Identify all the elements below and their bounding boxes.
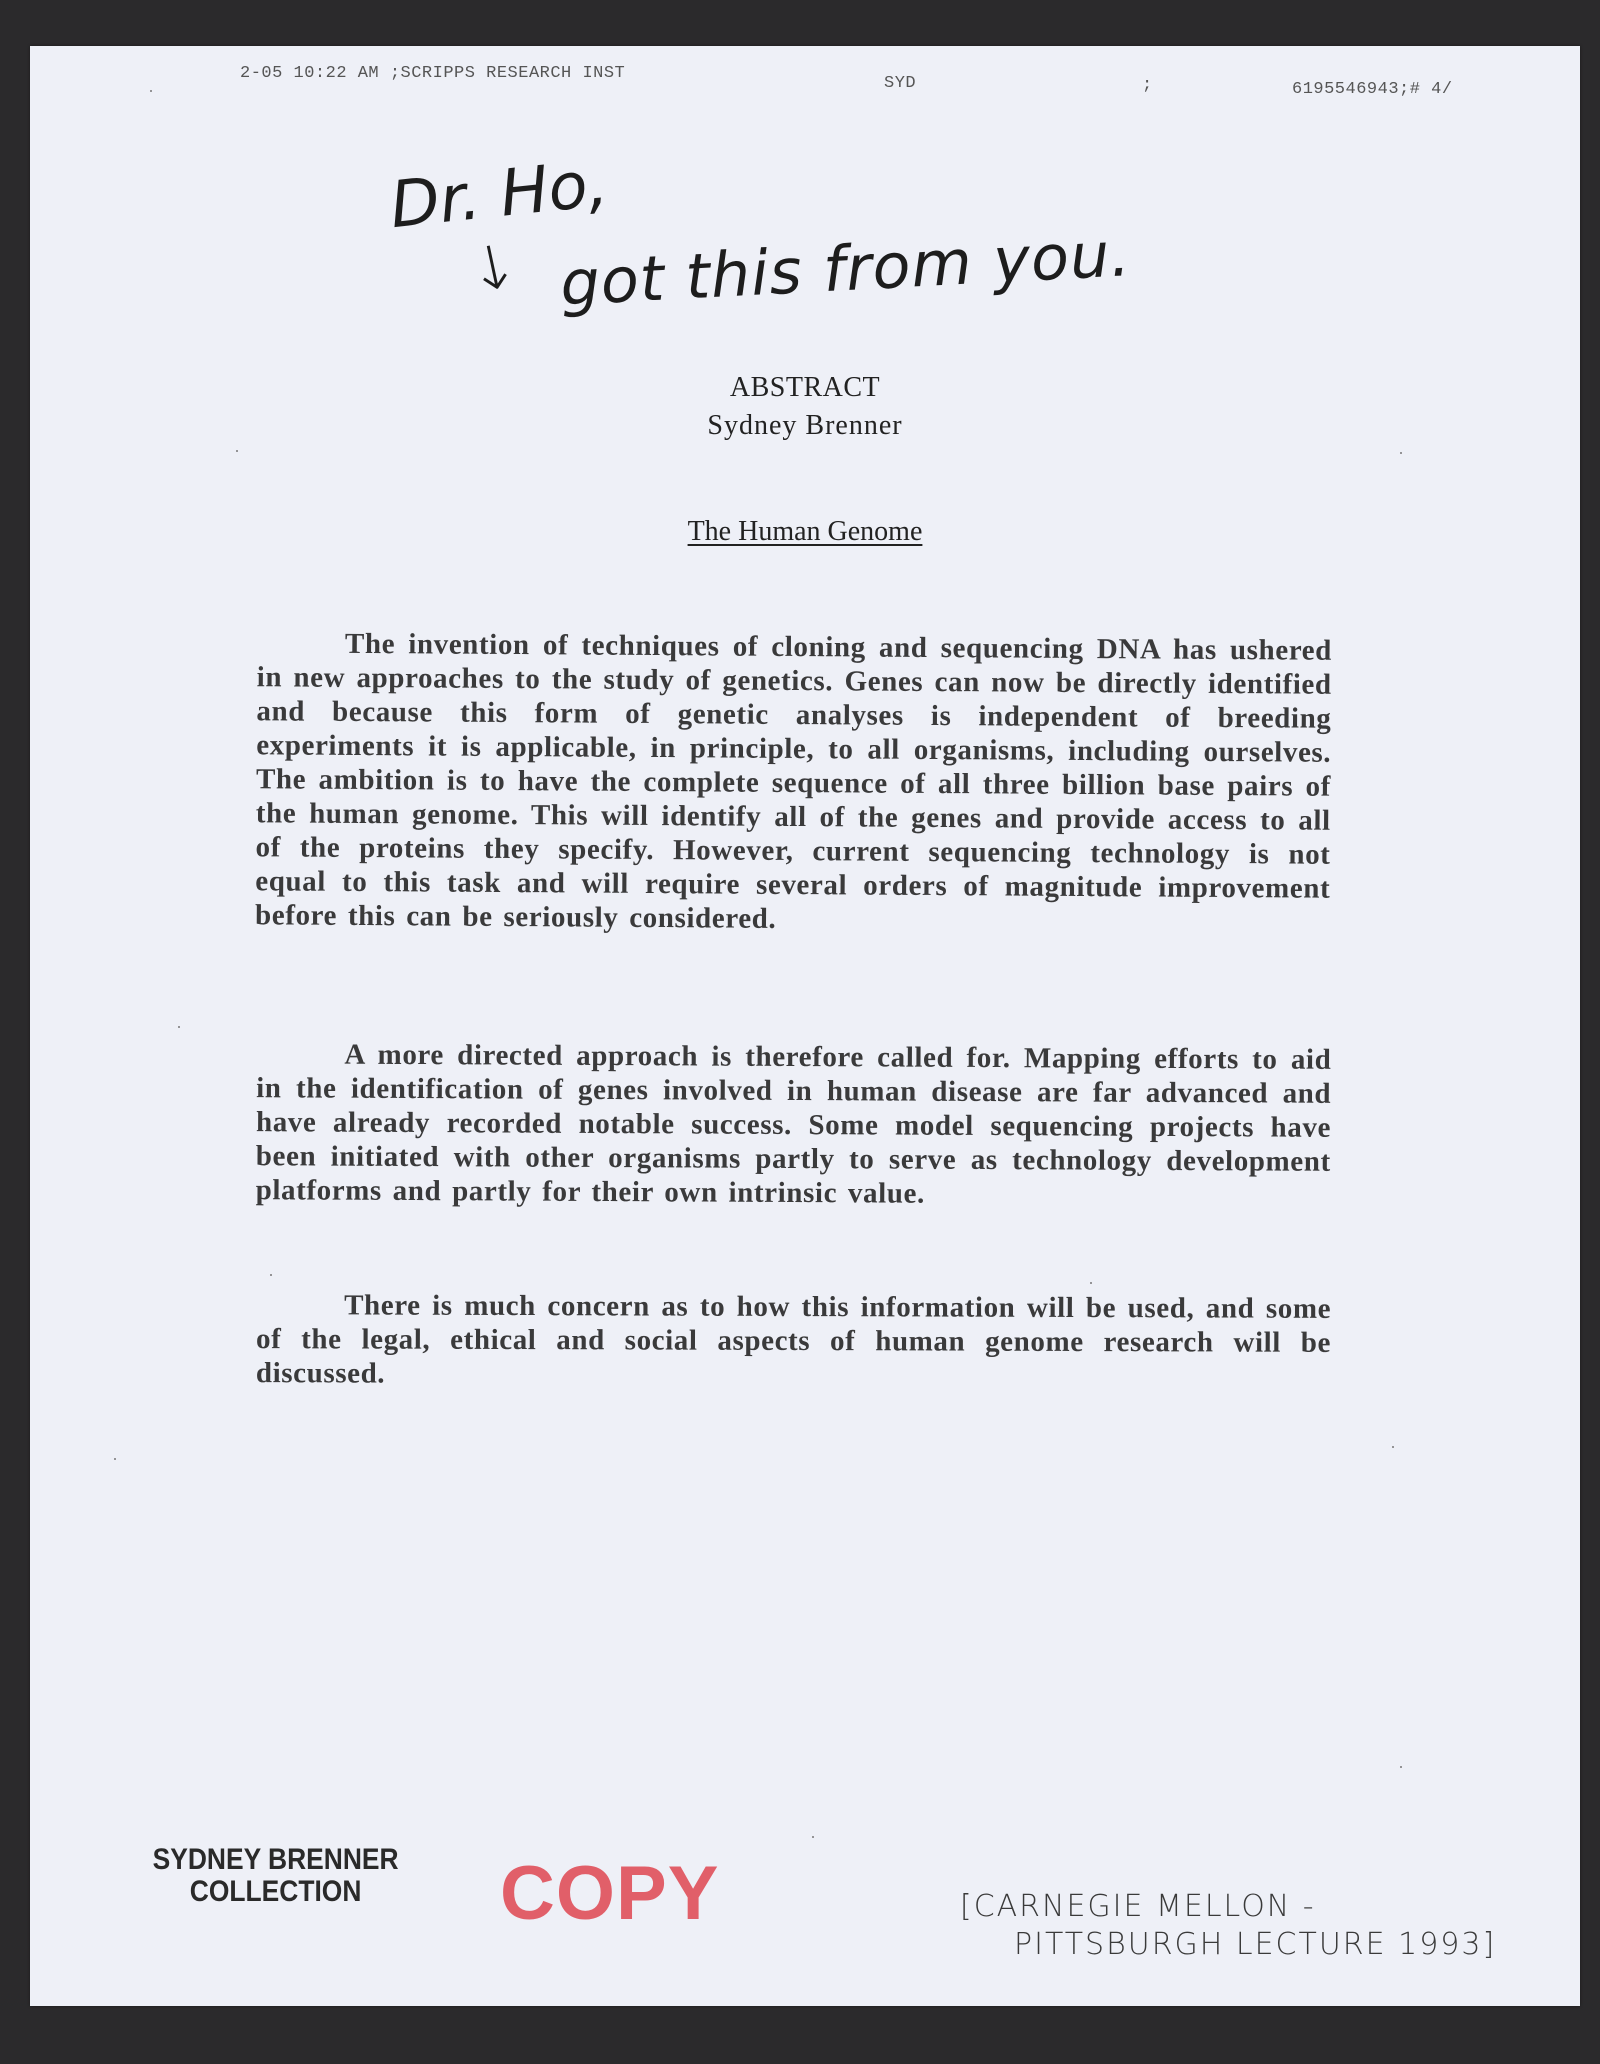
handwritten-greeting: Dr. Ho,	[386, 146, 612, 244]
paper-speck	[150, 90, 152, 92]
fax-header-separator: ;	[1142, 76, 1153, 95]
document-page	[30, 46, 1580, 2006]
copy-stamp: COPY	[500, 1851, 720, 1936]
handwritten-lecture-note	[960, 1888, 1496, 1964]
paper-speck	[236, 450, 238, 452]
document-title: The Human Genome	[687, 516, 923, 547]
paragraph-text: A more directed approach is therefore called for. Mapping efforts to aid in the identification of genes involved in human disease are far advanced and have already recorded notable success. Some model sequencing projects have been initiated with other organisms partly to serve as technology development platforms and partly for their own intrinsic value.	[255, 1038, 1332, 1210]
collection-line-2: COLLECTION	[189, 1875, 362, 1908]
paper-speck	[1400, 452, 1402, 454]
paper-speck	[178, 1026, 180, 1028]
collection-line-1: SYDNEY BRENNER	[152, 1843, 399, 1876]
paper-speck	[1400, 1766, 1402, 1768]
paper-speck	[270, 1274, 272, 1276]
handwritten-note: got this from you.	[558, 217, 1133, 320]
lecture-note-line-2: PITTSBURGH LECTURE 1993]	[1014, 1927, 1497, 1962]
lecture-note-line-1: [CARNEGIE MELLON -	[960, 1889, 1316, 1924]
paragraph-text: The invention of techniques of cloning and sequencing DNA has ushered in new approaches to the study of genetics. Genes can now be directly identified and because this form of genetic analyses is independent of breeding experiments it is applicable, in principle, to all organisms, including ourselves. The ambition is to have the complete sequence of all three billion base pairs of the human genome. This will identify all of the genes and provide access to all of the proteins they specify. However, current sequencing technology is not equal to this task and will require several orders of magnitude improvement before this can be seriously considered.	[254, 627, 1333, 935]
paper-speck	[1090, 1282, 1092, 1284]
abstract-label: ABSTRACT	[729, 372, 881, 403]
paper-speck	[812, 1836, 814, 1838]
collection-stamp	[148, 1844, 403, 1908]
fax-header-number: 6195546943;# 4/	[1292, 80, 1453, 99]
fax-header-recipient: SYD	[884, 74, 917, 93]
fax-header	[30, 64, 1580, 99]
paragraph-text: There is much concern as to how this information will be used, and some of the legal, ethical and social aspects of human genome research will be discussed.	[255, 1289, 1332, 1390]
author-name: Sydney Brenner	[707, 410, 903, 441]
abstract-paragraph-2	[256, 1037, 1332, 1213]
abstract-paragraph-1	[255, 626, 1332, 939]
fax-header-sender: 2-05 10:22 AM ;SCRIPPS RESEARCH INST	[240, 64, 626, 83]
abstract-paragraph-3	[256, 1288, 1331, 1394]
paper-speck	[114, 1458, 116, 1460]
paper-speck	[1392, 1446, 1394, 1448]
handwritten-arrow: ↓	[461, 229, 526, 309]
